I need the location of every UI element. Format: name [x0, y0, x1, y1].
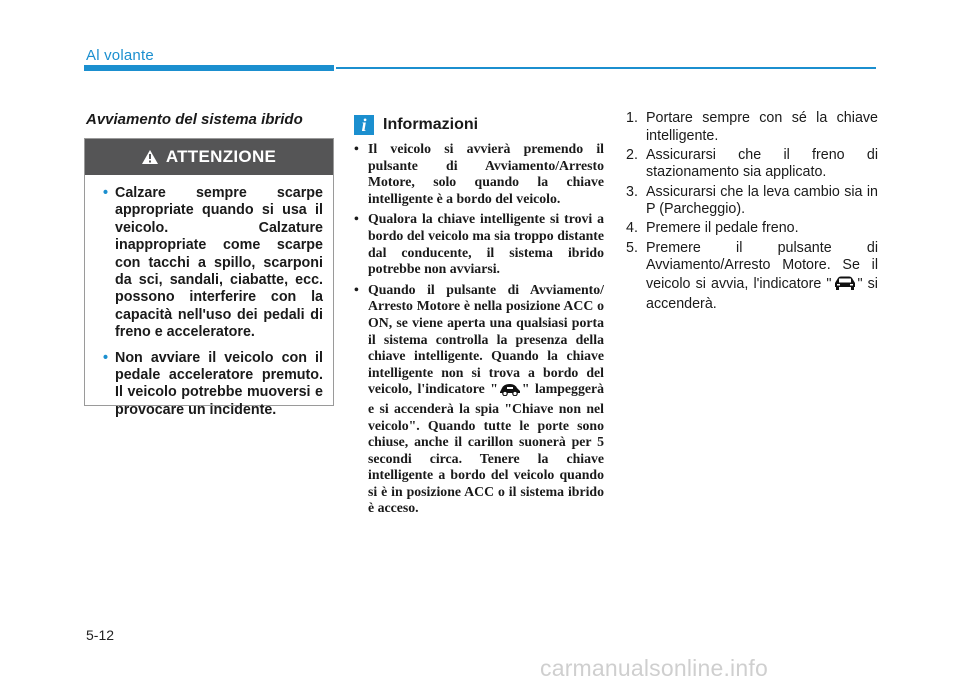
- bullet-icon: •: [103, 349, 109, 366]
- section-header-title: Al volante: [86, 47, 154, 64]
- warning-item-text: Non avviare il veicolo con il pedale acceleratore premuto. Il veicolo potrebbe muoversi e provocare un incidente.: [115, 349, 323, 418]
- warning-title: ATTENZIONE: [165, 147, 277, 166]
- info-item-text-after-icon: " lampeggerà e si accenderà la spia "Chiave non nel veicolo". Quando tutte le porte sono chiuse, anche il carillon suonerà per 5 secondi circa. Tenere la chiave intelligente a bordo del veicolo quando si è in posizione ACC o il sistema ibrido è acceso.: [368, 381, 605, 516]
- info-header: [354, 115, 478, 135]
- info-list: [354, 141, 604, 521]
- step-text: Portare sempre con sé la chiave intelligente.: [646, 110, 878, 144]
- warning-triangle-icon: [142, 150, 158, 164]
- info-item-text-before-icon: Quando il pulsante di Avviamento/ Arresto Motore è nella posizione ACC o ON, se viene aperta una qualsiasi porta il sistema controlla la presenza della chiave intelligente. Quando la chiave intelligente non si trova a bordo del veicolo, l'indicatore ": [368, 281, 604, 397]
- step-text-before-icon: Premere il pulsante di Avviamento/Arresto Motore. Se il veicolo si avvia, l'indicatore ": [646, 239, 878, 292]
- step-item: 4. Premere il pedale freno.: [626, 220, 799, 237]
- info-item-text: Il veicolo si avvierà premendo il pulsante di Avviamento/Arresto Motore, solo quando la chiave intelligente è a bordo del veicolo.: [368, 141, 604, 206]
- header-rule-thick: [84, 65, 334, 71]
- steps-list: [626, 110, 878, 316]
- step-item: 1. Portare sempre con sé la chiave intelligente.: [626, 110, 878, 144]
- info-title: Informazioni: [383, 116, 479, 133]
- info-item: • Il veicolo si avvierà premendo il pulsante di Avviamento/Arresto Motore, solo quando la chiave intelligente è a bordo del veicolo.: [354, 141, 604, 206]
- bullet-icon: •: [103, 185, 109, 201]
- watermark: carmanualsonline.info: [540, 655, 768, 681]
- warning-box: [84, 138, 334, 418]
- info-icon: i: [354, 115, 374, 135]
- info-item: • Quando il pulsante di Avviamento/ Arresto Motore è nella posizione ACC o ON, se viene aperta una qualsiasi porta il sistema controlla la presenza della chiave intelligente. Quando la chiave intelligente non si trova a bordo del veicolo, l'indicatore " " lampeggerà e si accenderà la spia "Chiave non nel veicolo". Quando tutte le porte sono chiuse, anche il carillon suonerà per 5 secondi circa. Tenere la chiave intelligente a bordo del veicolo quando si è in posizione ACC o il sistema ibrido è acceso.: [354, 281, 605, 516]
- warning-item: [103, 350, 323, 420]
- step-item: 3. Assicurarsi che la leva cambio sia in P (Parcheggio).: [626, 183, 878, 218]
- ready-car-icon: [832, 275, 858, 297]
- warning-item-text: Calzare sempre scarpe appropriate quando si usa il veicolo. Calzature inappropriate come scarpe con tacchi a spillo, scarponi da sci, sandali, ciabatte, ecc. possono interferire con la capacità nell'uso dei pedali di freno e acceleratore.: [115, 185, 323, 341]
- step-text: Assicurarsi che la leva cambio sia in P (Parcheggio).: [646, 183, 878, 218]
- header-rule-thin: [336, 67, 876, 69]
- warning-item: [103, 185, 323, 342]
- key-not-in-vehicle-icon: [498, 382, 522, 401]
- page-number: 5-12: [86, 627, 115, 643]
- warning-header: [85, 139, 333, 175]
- step-text: Premere il pedale freno.: [646, 220, 799, 237]
- step-item: 5. Premere il pulsante di Avviamento/Arresto Motore. Se il veicolo si avvia, l'indicatore " " si accenderà.: [626, 239, 878, 313]
- info-item-text: Qualora la chiave intelligente si trovi a bordo del veicolo ma sia troppo distante dal conducente, il sistema ibrido potrebbe non avviarsi.: [368, 211, 604, 277]
- step-text-after-icon: " si accenderà.: [646, 275, 878, 313]
- section-heading: Avviamento del sistema ibrido: [86, 111, 303, 128]
- step-item: 2. Assicurarsi che il freno di stazionamento sia applicato.: [626, 146, 878, 181]
- info-item: • Qualora la chiave intelligente si trovi a bordo del veicolo ma sia troppo distante dal conducente, il sistema ibrido potrebbe non avviarsi.: [354, 211, 604, 277]
- step-text: Assicurarsi che il freno di stazionamento sia applicato.: [646, 146, 878, 181]
